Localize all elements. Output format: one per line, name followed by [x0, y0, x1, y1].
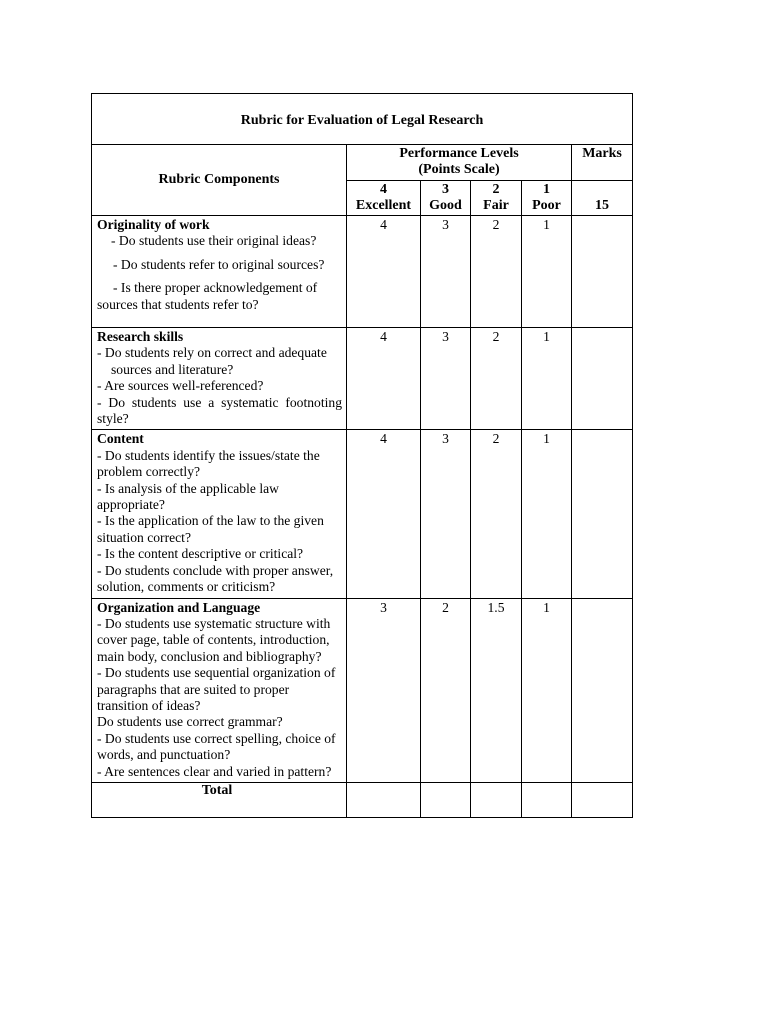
level-name: Excellent — [355, 198, 412, 213]
component-question: - Do students refer to original sources? — [113, 256, 325, 272]
component-question: - Are sources well-referenced? — [97, 378, 264, 394]
level-number: 2 — [492, 181, 500, 197]
score-excellent: 3 — [347, 598, 421, 782]
component-question: - Do students use sequential organization of paragraphs that are suited to proper transition of ideas? — [97, 665, 336, 713]
marks-cell — [572, 598, 633, 782]
marks-cell — [572, 430, 633, 598]
score-good: 3 — [421, 216, 471, 328]
total-cell — [471, 782, 522, 817]
marks-header: Marks — [572, 145, 633, 181]
total-cell — [522, 782, 572, 817]
component-question: - Do students conclude with proper answer, solution, comments or criticism? — [97, 562, 334, 595]
component-question: - Is analysis of the applicable law appropriate? — [97, 480, 279, 513]
score-fair: 1.5 — [471, 598, 522, 782]
marks-cell — [572, 328, 633, 430]
component-question: - Is there proper acknowledgement of — [113, 280, 318, 296]
points-scale-label: (Points Scale) — [418, 162, 500, 178]
components-header: Rubric Components — [92, 145, 347, 216]
component-question: - Do students rely on correct and adequate — [97, 345, 327, 361]
score-fair: 2 — [471, 328, 522, 430]
total-cell — [347, 782, 421, 817]
score-poor: 1 — [522, 216, 572, 328]
level-number: 4 — [380, 181, 387, 197]
rubric-row-content — [92, 430, 633, 598]
score-poor: 1 — [522, 430, 572, 598]
component-question: - Do students use systematic structure with cover page, table of contents, introduction, main body, conclusion and bibliography? — [97, 615, 331, 664]
component-cell — [92, 216, 347, 328]
level-fair — [471, 181, 522, 216]
component-question: - Do students use their original ideas? — [111, 233, 317, 249]
component-question: - Are sentences clear and varied in pattern? — [97, 763, 332, 779]
component-title: Organization and Language — [97, 599, 261, 615]
rubric-row-originality — [92, 216, 633, 328]
level-number: 3 — [442, 181, 449, 197]
score-excellent: 4 — [347, 216, 421, 328]
score-good: 2 — [421, 598, 471, 782]
component-cell — [92, 430, 347, 598]
score-good: 3 — [421, 328, 471, 430]
level-name: Fair — [483, 198, 509, 213]
score-good: 3 — [421, 430, 471, 598]
level-poor — [522, 181, 572, 216]
level-name: Poor — [532, 198, 561, 213]
component-question: - Do students use correct spelling, choice of words, and punctuation? — [97, 730, 336, 763]
marks-cell — [572, 216, 633, 328]
level-number: 1 — [543, 181, 550, 197]
level-name: Good — [429, 198, 462, 213]
component-question: - Is the application of the law to the given situation correct? — [97, 513, 324, 545]
score-fair: 2 — [471, 430, 522, 598]
total-cell — [572, 782, 633, 817]
header-row — [92, 145, 633, 181]
level-excellent — [347, 181, 421, 216]
marks-value: 15 — [572, 181, 633, 216]
component-cell — [92, 328, 347, 430]
rubric-row-organization-language — [92, 598, 633, 782]
component-title: Research skills — [97, 329, 184, 344]
component-question: sources and literature? — [111, 361, 234, 377]
performance-levels-title: Performance Levels — [399, 146, 519, 161]
component-title: Content — [97, 431, 144, 447]
score-fair: 2 — [471, 216, 522, 328]
level-good — [421, 181, 471, 216]
component-cell — [92, 598, 347, 782]
component-question: Do students use correct grammar? — [97, 714, 283, 730]
rubric-table — [91, 93, 633, 818]
component-question: - Do students identify the issues/state the problem correctly? — [97, 447, 320, 480]
rubric-row-research-skills — [92, 328, 633, 430]
component-title: Originality of work — [97, 217, 210, 232]
component-question: - Do students use a systematic footnoting style? — [97, 394, 342, 427]
component-question: - Is the content descriptive or critical? — [97, 546, 304, 562]
rubric-title: Rubric for Evaluation of Legal Research — [92, 94, 633, 145]
score-poor: 1 — [522, 328, 572, 430]
score-poor: 1 — [522, 598, 572, 782]
title-row — [92, 94, 633, 145]
performance-levels-header — [347, 145, 572, 181]
component-question: sources that students refer to? — [97, 296, 259, 312]
total-label: Total — [92, 782, 347, 817]
score-excellent: 4 — [347, 430, 421, 598]
total-cell — [421, 782, 471, 817]
total-row — [92, 782, 633, 817]
score-excellent: 4 — [347, 328, 421, 430]
